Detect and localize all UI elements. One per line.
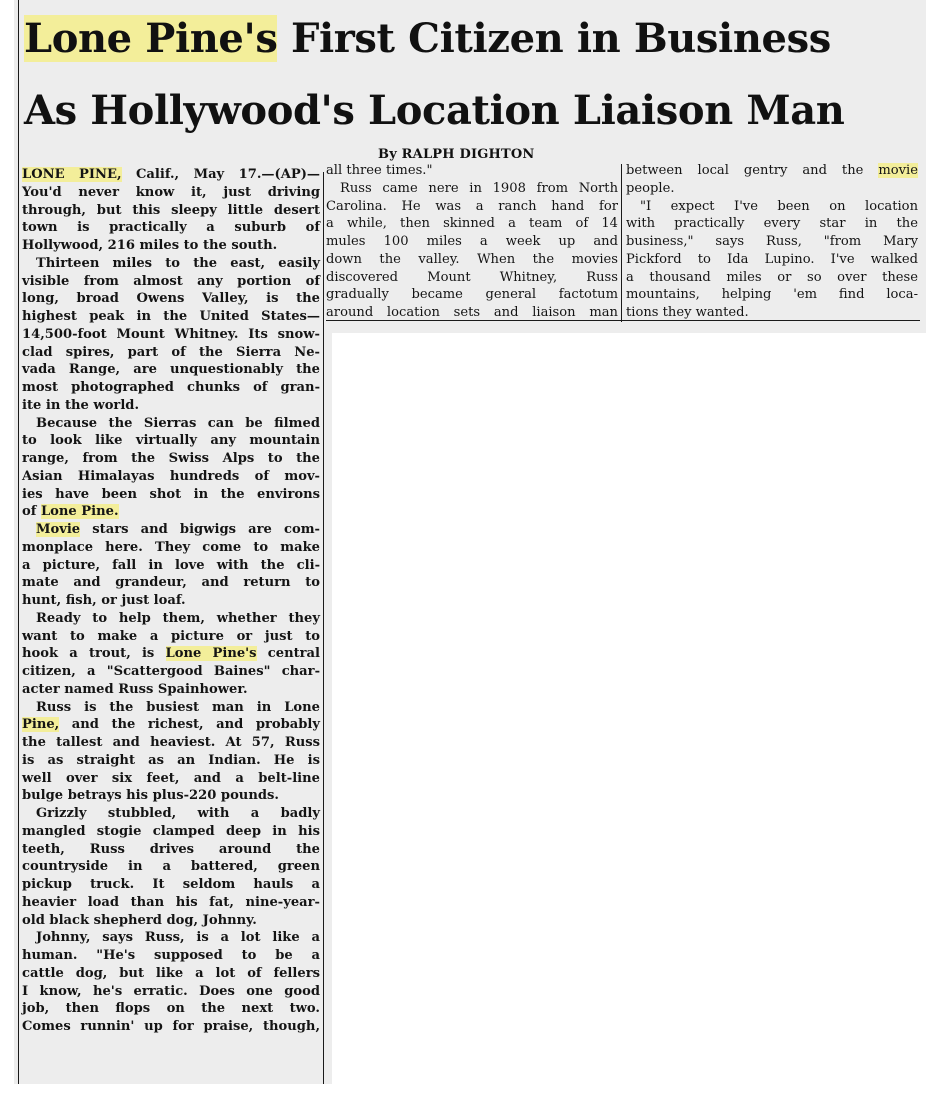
text-line: town is practically a suburb of — [22, 220, 320, 236]
text-line: mate and grandeur, and return to — [22, 575, 320, 591]
text-line: all three times." — [326, 163, 433, 178]
article-column-2 — [326, 162, 618, 322]
text-line: mangled stogie clamped deep in his — [22, 823, 320, 839]
text-line: monplace here. They come to make — [22, 539, 320, 555]
text-line: a thousand miles or so over these — [626, 269, 918, 285]
text-line: Russ came nere in 1908 from North — [340, 180, 618, 196]
text-line: hunt, fish, or just loaf. — [22, 593, 186, 608]
text-line: people. — [626, 180, 675, 196]
text-line: "I expect I've been on location — [640, 198, 918, 214]
text-line: most photographed chunks of gran- — [22, 380, 320, 395]
text-line: Pine, and the richest, and probably — [22, 717, 320, 733]
text-line: clad spires, part of the Sierra Ne- — [22, 344, 320, 360]
text-line: Because the Sierras can be filmed — [36, 415, 320, 431]
text-line: ies have been shot in the environs — [22, 486, 320, 502]
column-rule-1 — [323, 172, 324, 1084]
text-line: Carolina. He was a ranch hand for — [326, 198, 618, 214]
text-line: Johnny, says Russ, is a lot like a — [36, 930, 320, 946]
text-line: Thirteen miles to the east, easily — [36, 255, 320, 271]
text-line: hook a trout, is Lone Pine's central — [22, 646, 320, 662]
text-line: a picture, fall in love with the cli- — [22, 557, 320, 573]
headline-line-1 — [24, 16, 831, 62]
text-line: range, from the Swiss Alps to the — [22, 451, 320, 466]
text-line: a while, then skinned a team of 14 — [326, 216, 618, 232]
keyword-highlight: Lone Pine. — [40, 504, 119, 520]
text-line: acter named Russ Spainhower. — [22, 681, 248, 697]
text-line: Movie stars and bigwigs are com- — [36, 522, 320, 537]
text-line: 14,500-foot Mount Whitney. Its snow- — [22, 326, 320, 342]
keyword-highlight: Movie — [36, 522, 81, 537]
text-line: with practically every star in the — [626, 216, 918, 232]
text-line: Russ is the busiest man in Lone — [36, 699, 320, 715]
text-line: highest peak in the United States— — [22, 309, 320, 324]
text-line: Asian Himalayas hundreds of mov- — [22, 468, 320, 484]
text-line: to look like virtually any mountain — [22, 433, 320, 449]
text-line: visible from almost any portion of — [22, 273, 320, 289]
dateline-highlight: LONE PINE, — [22, 167, 122, 182]
left-border-rule — [18, 0, 19, 1084]
text-line: citizen, a "Scattergood Baines" char- — [22, 664, 320, 679]
text-line: job, then flops on the next two. — [22, 1001, 320, 1017]
text-line: between local gentry and the movie — [626, 163, 918, 178]
text-line: of Lone Pine. — [22, 504, 119, 520]
text-line: is as straight as an Indian. He is — [22, 752, 320, 768]
text-line: bulge betrays his plus-220 pounds. — [22, 788, 279, 804]
text-line: countryside in a battered, green — [22, 859, 320, 875]
article-column-3 — [626, 162, 918, 322]
text-line: Pickford to Ida Lupino. I've walked — [626, 251, 918, 267]
text-line: vada Range, are unquestionably the — [22, 362, 320, 378]
text-line: discovered Mount Whitney, Russ — [326, 269, 618, 285]
keyword-highlight: Pine, — [22, 717, 60, 733]
text-line: pickup truck. It seldom hauls a — [22, 877, 320, 892]
text-line: gradually became general factotum — [326, 287, 618, 303]
text-line: mules 100 miles a week up and — [326, 234, 618, 249]
text-line: business," says Russ, "from Mary — [626, 234, 918, 249]
text-line: long, broad Owens Valley, is the — [22, 291, 320, 307]
text-line: tions they wanted. — [626, 305, 749, 320]
text-line: Ready to help them, whether they — [36, 610, 320, 626]
text-line: heavier load than his fat, nine-year- — [22, 894, 320, 910]
text-line: want to make a picture or just to — [22, 628, 320, 644]
text-line: cattle dog, but like a lot of fellers — [22, 965, 320, 981]
text-line: human. "He's supposed to be a — [22, 948, 320, 963]
byline: By RALPH DIGHTON — [378, 147, 535, 162]
text-line: around location sets and liaison man — [326, 305, 618, 320]
keyword-highlight: Lone Pine's — [165, 646, 257, 662]
text-line: old black shepherd dog, Johnny. — [22, 912, 257, 928]
text-line: You'd never know it, just driving — [22, 184, 320, 200]
text-line: the tallest and heaviest. At 57, Russ — [22, 735, 320, 750]
text-line: well over six feet, and a belt-line — [22, 770, 320, 786]
headline-line-1-text: First Citizen in Business — [277, 15, 831, 62]
text-line: I know, he's erratic. Does one good — [22, 983, 320, 999]
column-rule-2 — [621, 164, 622, 322]
text-line: Comes runnin' up for praise, though, — [22, 1019, 320, 1034]
text-line: through, but this sleepy little desert — [22, 202, 320, 218]
text-line: down the valley. When the movies — [326, 251, 618, 267]
text-line: Grizzly stubbled, with a badly — [36, 806, 320, 821]
keyword-highlight: movie — [878, 163, 918, 178]
headline-line-2: As Hollywood's Location Liaison Man — [24, 87, 845, 134]
headline-highlight: Lone Pine's — [24, 15, 278, 62]
text-line: Hollywood, 216 miles to the south. — [22, 238, 278, 253]
text-line: ite in the world. — [22, 397, 140, 413]
text-line: teeth, Russ drives around the — [22, 841, 320, 857]
text-line: mountains, helping 'em find loca- — [626, 287, 918, 303]
article-column-1 — [22, 166, 320, 1036]
text-line: LONE PINE, Calif., May 17.—(ΑP)— — [22, 167, 320, 182]
